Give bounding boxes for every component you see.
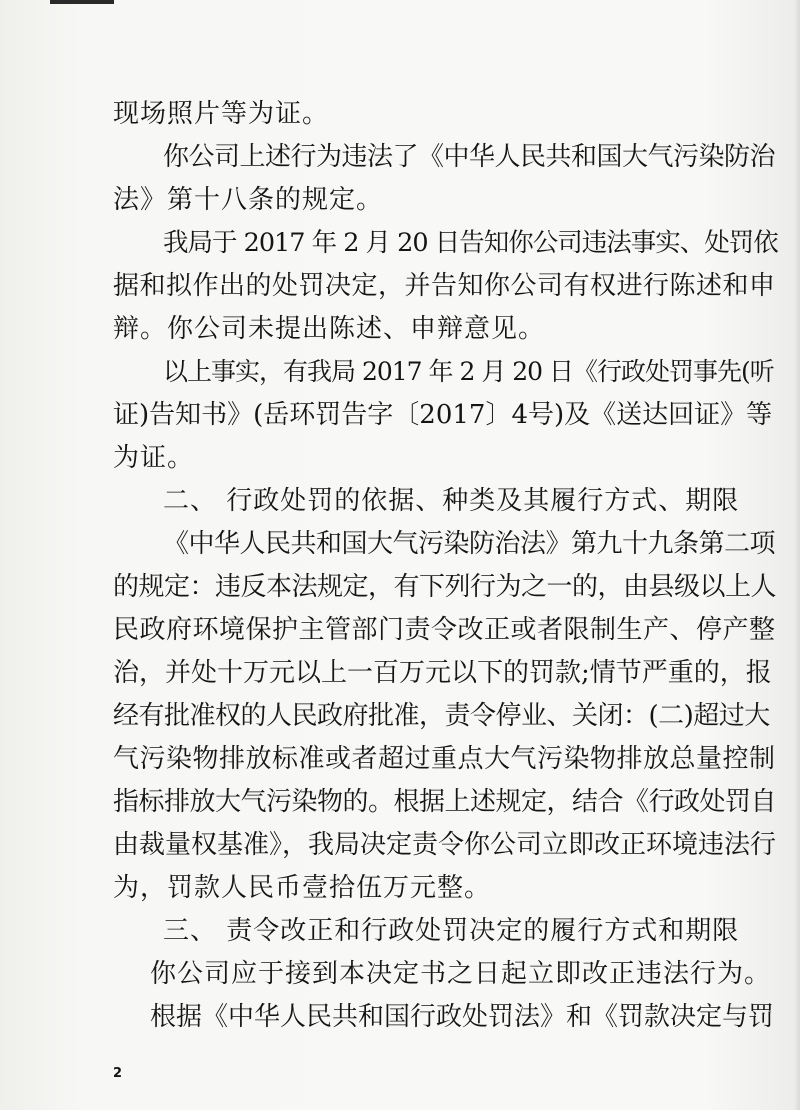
text-line: 辩。你公司未提出陈述、申辩意见。 bbox=[113, 314, 546, 344]
text-line: 我局于 2017 年 2 月 20 日告知你公司违法事实、处罚依 bbox=[163, 228, 778, 258]
text-line: 以上事实，有我局 2017 年 2 月 20 日《行政处罚事先(听 bbox=[163, 357, 774, 386]
text-line: 为，罚款人民币壹拾伍万元整。 bbox=[113, 873, 492, 903]
text-line: 你公司应于接到本决定书之日起立即改正违法行为。 bbox=[150, 959, 772, 989]
scan-edge-mark bbox=[50, 0, 114, 4]
text-line: 《中华人民共和国大气污染防治法》第九十九条第二项 bbox=[163, 529, 776, 559]
section-heading: 二、 行政处罚的依据、种类及其履行方式、期限 bbox=[163, 486, 740, 516]
text-line: 民政府环境保护主管部门责令改正或者限制生产、停产整 bbox=[113, 615, 776, 645]
text-line: 现场照片等为证。 bbox=[113, 99, 330, 129]
text-line: 为证。 bbox=[113, 443, 195, 473]
text-line: 证)告知书》(岳环罚告字〔2017〕4号)及《送达回证》等 bbox=[113, 400, 773, 430]
text-line: 法》第十八条的规定。 bbox=[113, 185, 384, 215]
text-line: 的规定：违反本法规定，有下列行为之一的，由县级以上人 bbox=[113, 572, 777, 602]
text-line: 由裁量权基准》，我局决定责令你公司立即改正环境违法行 bbox=[113, 830, 777, 860]
page-edge-shadow bbox=[794, 0, 800, 1110]
text-line: 据和拟作出的处罚决定，并告知你公司有权进行陈述和申 bbox=[113, 271, 776, 301]
text-line: 气污染物排放标准或者超过重点大气污染物排放总量控制 bbox=[113, 744, 776, 774]
text-line: 根据《中华人民共和国行政处罚法》和《罚款决定与罚 bbox=[150, 1002, 775, 1032]
section-heading: 三、 责令改正和行政处罚决定的履行方式和期限 bbox=[163, 916, 740, 946]
text-line: 经有批准权的人民政府批准，责令停业、关闭：(二)超过大 bbox=[113, 701, 770, 731]
page-number: 2 bbox=[113, 1066, 123, 1081]
text-line: 治，并处十万元以上一百万元以下的罚款;情节严重的，报 bbox=[113, 658, 772, 688]
text-line: 你公司上述行为违法了《中华人民共和国大气污染防治 bbox=[163, 142, 776, 172]
text-line: 指标排放大气污染物的。根据上述规定，结合《行政处罚自 bbox=[113, 787, 777, 817]
